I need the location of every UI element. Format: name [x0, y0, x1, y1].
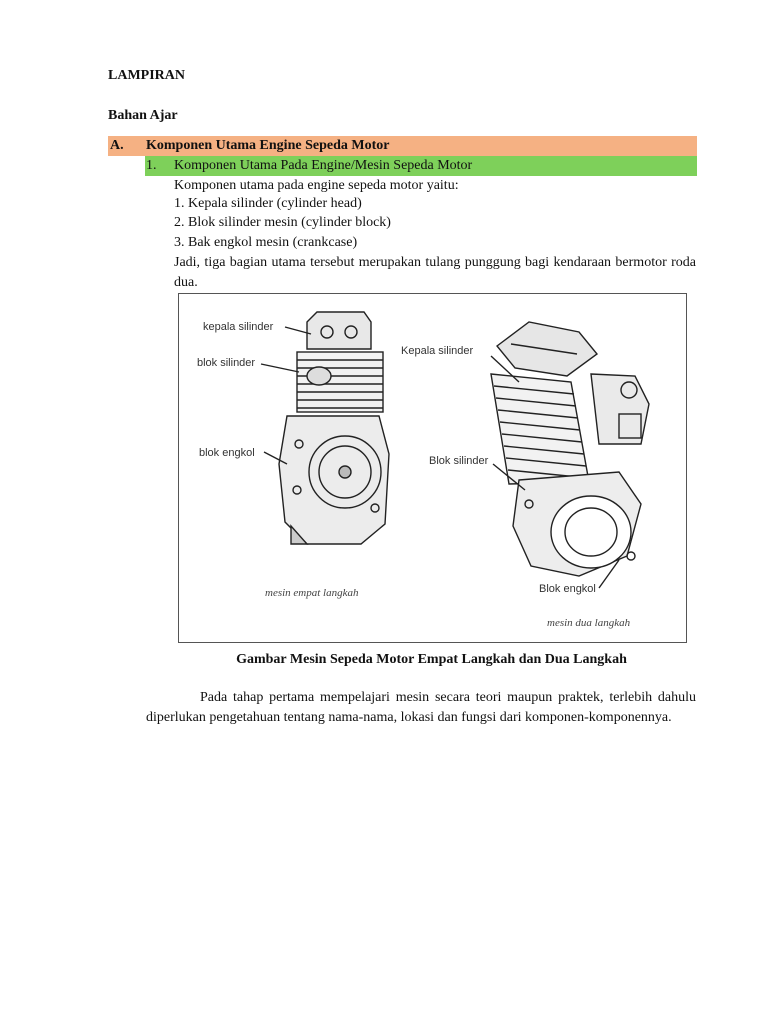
summary-paragraph: Jadi, tiga bagian utama tersebut merupakan tulang punggung bagi kendaraan bermotor roda dua.: [174, 255, 696, 290]
engine-illustrations: [179, 294, 686, 642]
intro-text: Komponen utama pada engine sepeda motor yaitu:: [174, 178, 459, 193]
section-a-number: A.: [110, 138, 124, 153]
figure-caption: Gambar Mesin Sepeda Motor Empat Langkah dan Dua Langkah: [236, 652, 627, 667]
page-subheading: Bahan Ajar: [108, 108, 178, 123]
page-heading: LAMPIRAN: [108, 68, 185, 83]
label-two-stroke-crankcase: Blok engkol: [539, 583, 596, 595]
four-stroke-engine-drawing: [261, 312, 389, 544]
section-a-title: Komponen Utama Engine Sepeda Motor: [146, 138, 390, 153]
caption-two-stroke: mesin dua langkah: [547, 617, 631, 629]
list-item: 3. Bak engkol mesin (crankcase): [174, 235, 358, 250]
closing-paragraph: Pada tahap pertama mempelajari mesin secara teori maupun praktek, terlebih dahulu diperlukan pengetahuan tentang nama-nama, lokasi dan fungsi dari komponen-komponennya.: [146, 690, 696, 725]
subsection-1-title: Komponen Utama Pada Engine/Mesin Sepeda Motor: [174, 158, 473, 173]
label-two-stroke-head: Kepala silinder: [401, 345, 474, 357]
label-four-stroke-crankcase: blok engkol: [199, 447, 255, 459]
label-four-stroke-head: kepala silinder: [203, 321, 274, 333]
subsection-1-number: 1.: [146, 158, 157, 173]
list-item: 1. Kepala silinder (cylinder head): [174, 196, 362, 211]
label-two-stroke-block: Blok silinder: [429, 455, 489, 467]
caption-four-stroke: mesin empat langkah: [265, 587, 359, 599]
two-stroke-engine-drawing: [491, 322, 649, 588]
engine-figure: [178, 293, 687, 643]
list-item: 2. Blok silinder mesin (cylinder block): [174, 215, 391, 230]
label-four-stroke-block: blok silinder: [197, 357, 256, 369]
